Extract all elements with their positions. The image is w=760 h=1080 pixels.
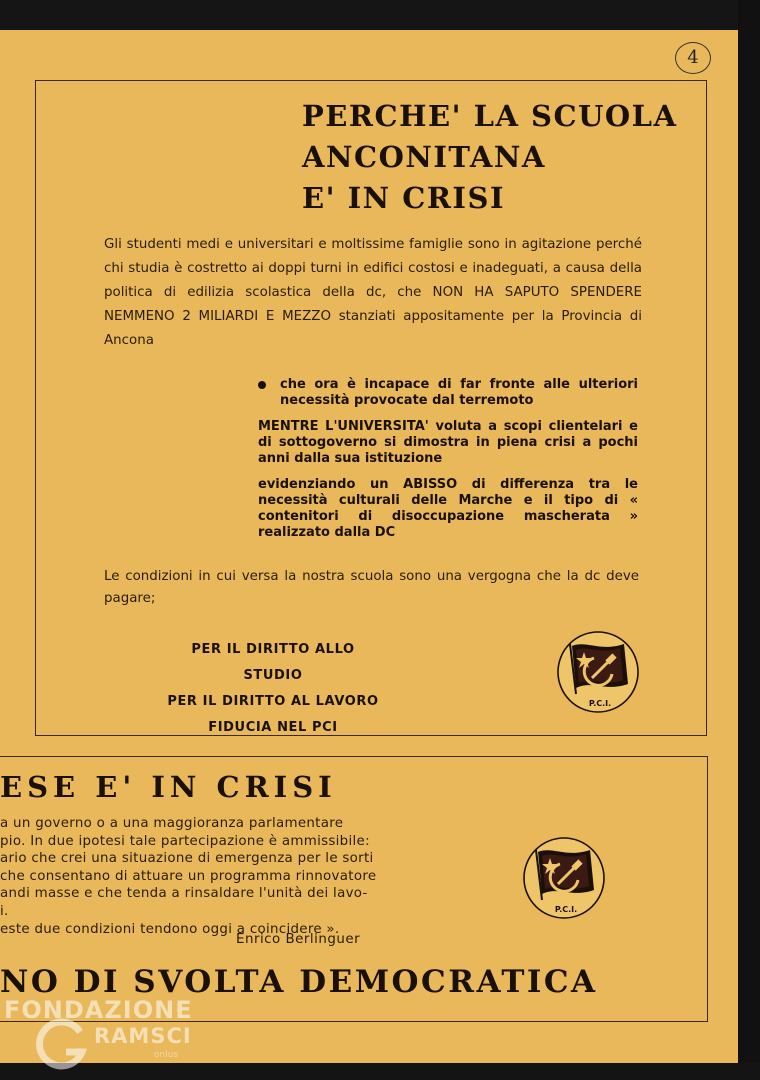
intro-paragraph: Gli studenti medi e universitari e moltissime famiglie sono in agitazione perché chi studia è costretto ai doppi turni in edifici costosi e inadeguati, a causa della politica di edilizia scolastica della dc, che NON HA SAPUTO SPENDERE NEMMENO 2 MILIARDI E MEZZO stanziati appositamente per la Provincia di Ancona [104,237,642,348]
conclusion-paragraph: Le condizioni in cui versa la nostra scuola sono una vergogna che la dc deve pagare; [104,569,639,606]
logo-label: P.C.I. [588,699,612,708]
logo-label: P.C.I. [554,905,578,914]
title-line: E' IN CRISI [302,181,506,215]
bullet-dot-icon [258,381,266,389]
banner-headline: NO DI SVOLTA DEMOCRATICA [0,964,598,1000]
bullet-point: evidenziando un ABISSO di differenza tra le necessità culturali delle Marche e il tipo di « contenitori di disoccupazione mascherata » realizzato dalla DC [258,477,638,540]
bullet-text: che ora è incapace di far fronte alle ulteriori necessità provocate dal terremoto [280,377,638,408]
scan-top-edge [0,0,760,30]
pci-logo-icon [556,630,640,714]
slogan: PER IL DIRITTO ALLO STUDIO [191,642,355,683]
pci-logo-icon [522,836,606,920]
bullet-point [258,377,638,409]
article-title [302,96,678,219]
bullet-block [258,377,638,551]
quote-line: a un governo o a una maggioranza parlamentare [0,816,344,831]
quote-line: ario che crei una situazione di emergenza per le sorti [0,851,374,867]
quote-line: pio. In due ipotesi tale partecipazione è ammissibile: [0,833,370,849]
lower-headline: ESE E' IN CRISI [0,770,337,804]
quote-line: este due condizioni tendono oggi a coincidere ». [0,921,340,937]
title-line: ANCONITANA [302,140,546,174]
watermark [4,996,204,1066]
quote-line: andi masse e che tenda a rinsaldare l'unità dei lavo- [0,886,368,902]
watermark-line: RAMSCI [94,1024,192,1048]
berlinguer-quote [0,815,400,938]
watermark-line: onlus [154,1050,179,1060]
watermark-g-icon [32,1018,90,1070]
slogan: PER IL DIRITTO AL LAVORO [167,694,379,709]
quote-author: Enrico Berlinguer [236,932,361,947]
quote-line: i. [0,903,9,919]
slogans [160,637,386,741]
watermark-line: FONDAZIONE [4,996,193,1024]
bullet-point: MENTRE L'UNIVERSITA' voluta a scopi clientelari e di sottogoverno si dimostra in piena crisi a pochi anni dalla sua istituzione [258,419,638,466]
quote-line: che consentano di attuare un programma rinnovatore [0,868,377,884]
title-line: PERCHE' LA SCUOLA [302,99,678,133]
page-number: 4 [675,42,711,74]
slogan: FIDUCIA NEL PCI [208,720,338,735]
scan-right-edge [738,0,760,1080]
